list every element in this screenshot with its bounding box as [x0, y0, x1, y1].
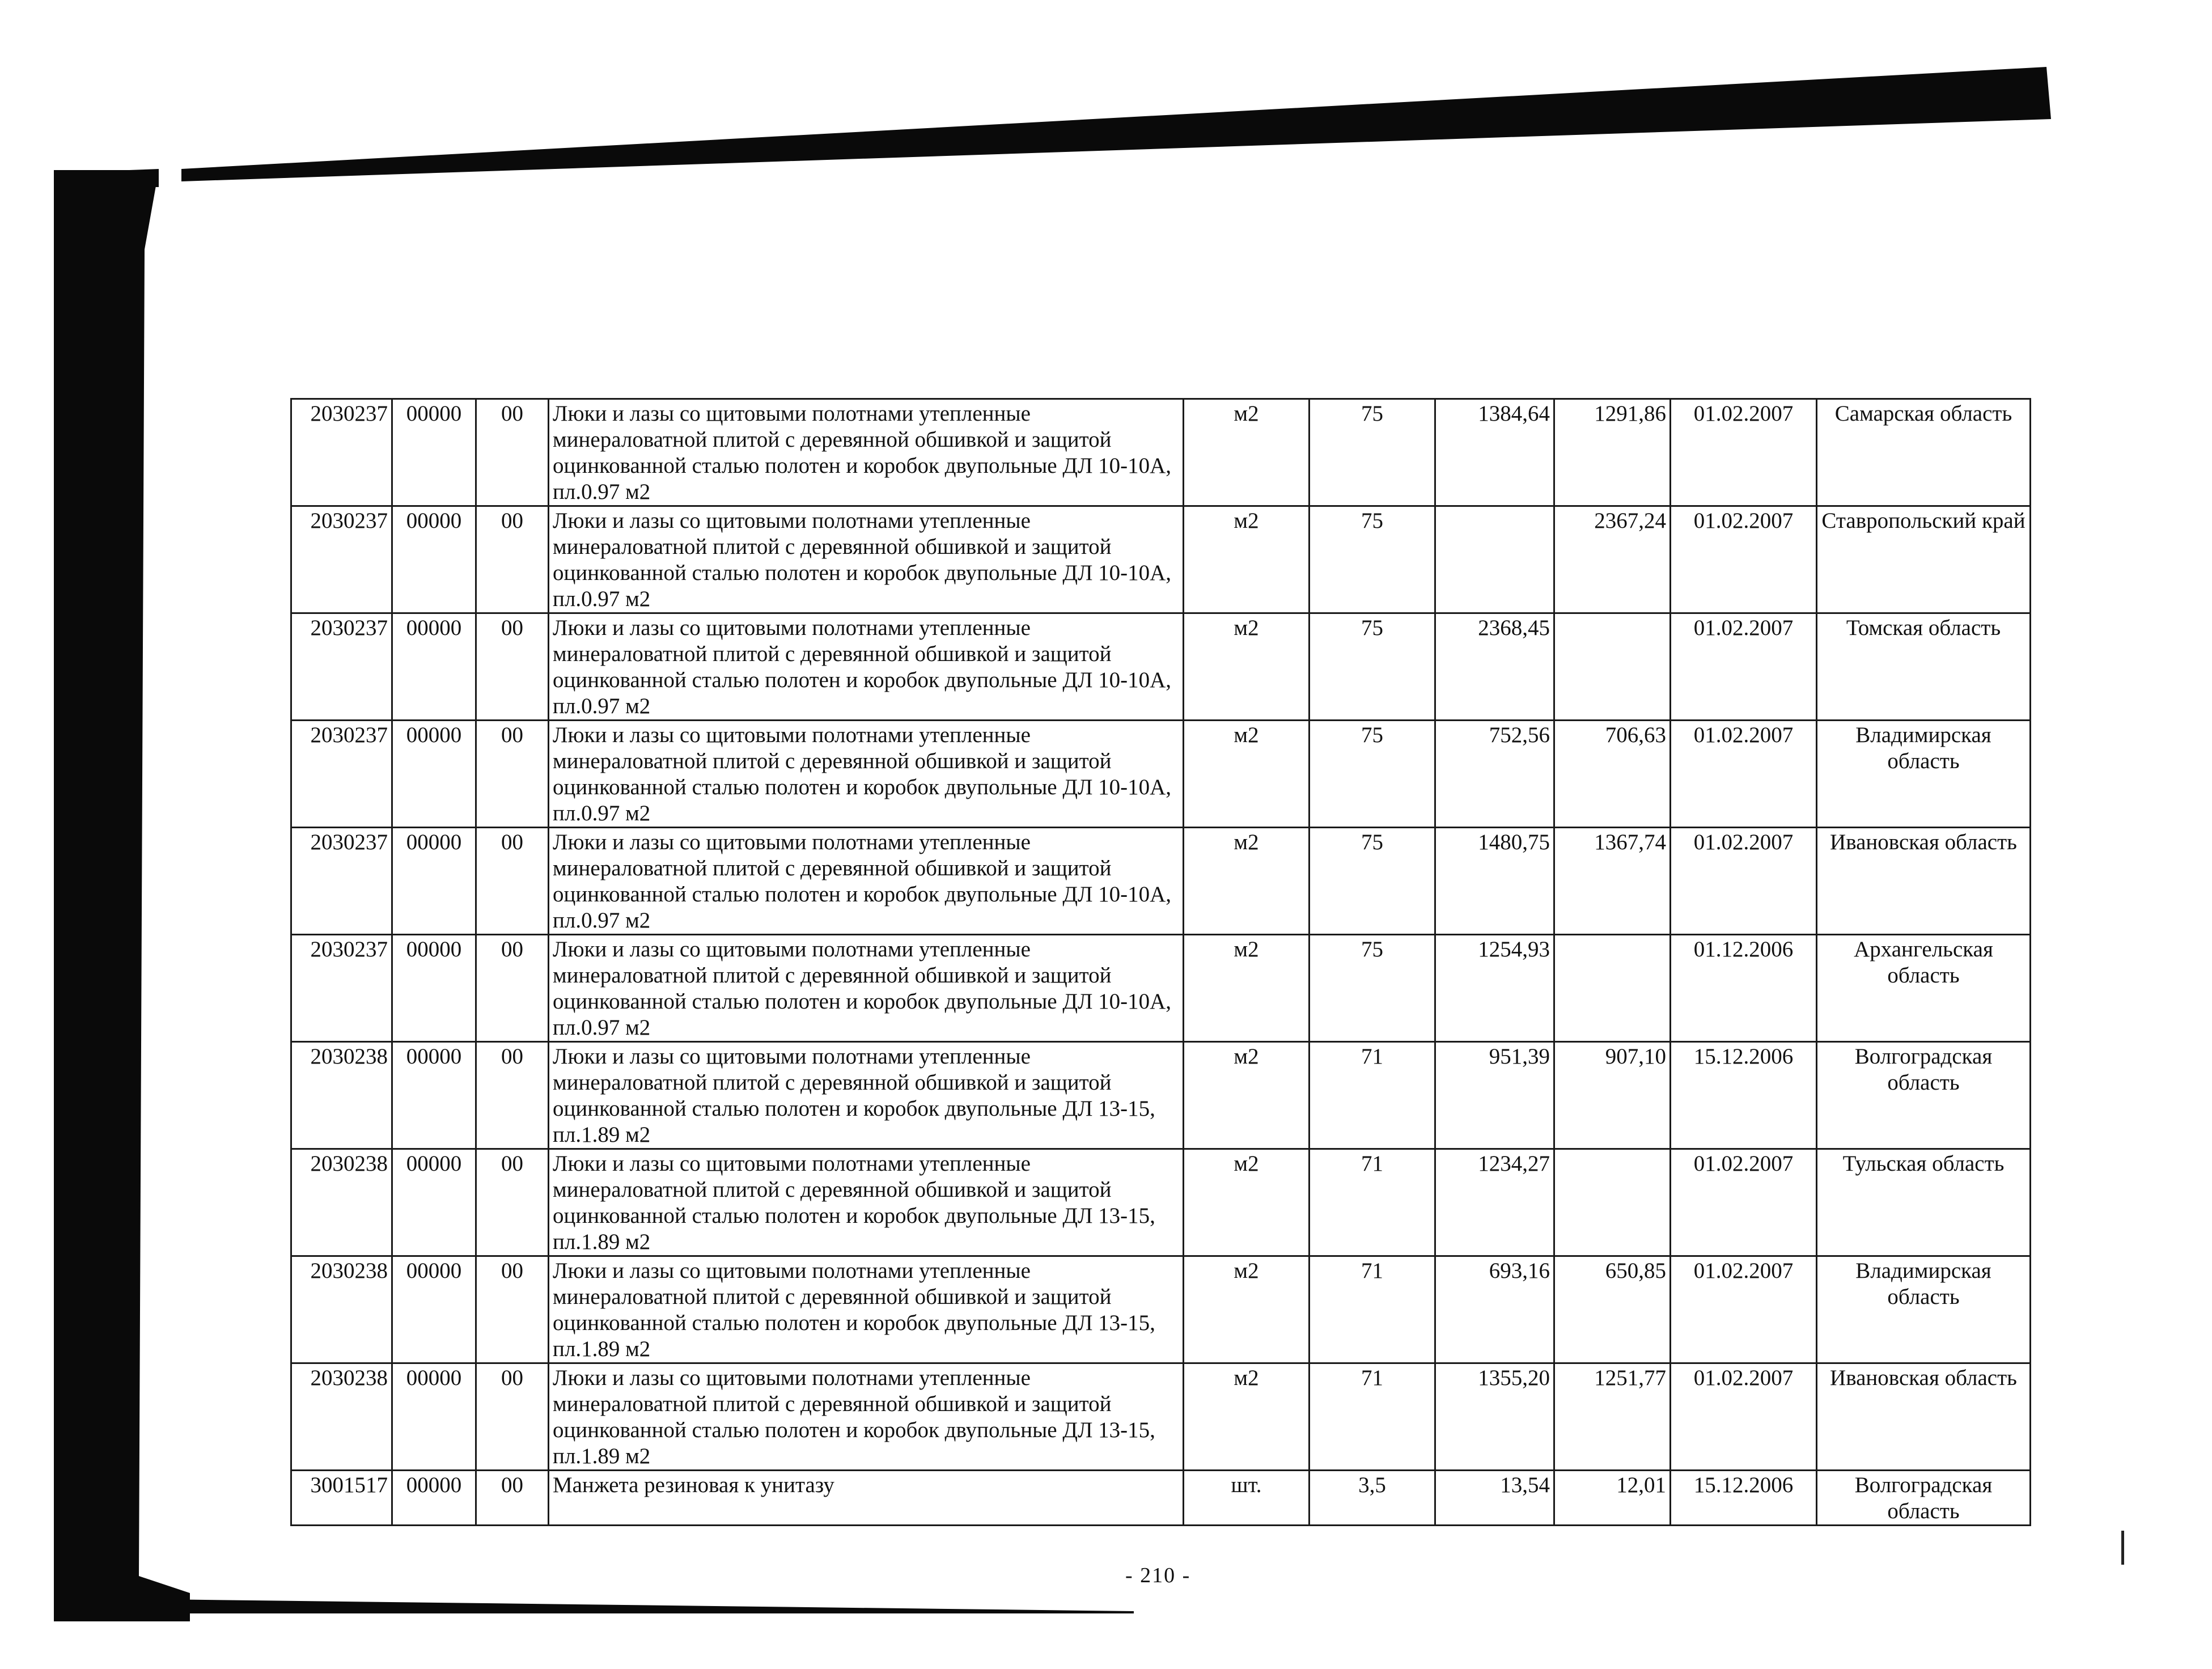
cell-norm: 75 [1310, 399, 1435, 506]
cell-norm: 71 [1310, 1042, 1435, 1149]
cell-subcode-2: 00 [476, 1471, 549, 1526]
cell-date: 01.02.2007 [1671, 828, 1817, 935]
cell-code: 2030237 [291, 506, 392, 613]
cell-date: 15.12.2006 [1671, 1042, 1817, 1149]
cell-subcode-2: 00 [476, 1363, 549, 1471]
cell-region: Архангельская область [1817, 935, 2031, 1042]
cell-price-2 [1554, 935, 1671, 1042]
table-row [291, 1256, 2031, 1363]
cell-date: 01.02.2007 [1671, 506, 1817, 613]
table-row [291, 613, 2031, 721]
cell-name: Люки и лазы со щитовыми полотнами утепленные минераловатной плитой с деревянной обшивкой и защитой оцинкованной сталью полотен и коробок двупольные ДЛ 10-10А, пл.0.97 м2 [549, 506, 1184, 613]
cell-subcode-1: 00000 [392, 828, 476, 935]
cell-name: Люки и лазы со щитовыми полотнами утепленные минераловатной плитой с деревянной обшивкой и защитой оцинкованной сталью полотен и коробок двупольные ДЛ 13-15, пл.1.89 м2 [549, 1042, 1184, 1149]
cell-name: Люки и лазы со щитовыми полотнами утепленные минераловатной плитой с деревянной обшивкой и защитой оцинкованной сталью полотен и коробок двупольные ДЛ 10-10А, пл.0.97 м2 [549, 721, 1184, 828]
cell-name: Люки и лазы со щитовыми полотнами утепленные минераловатной плитой с деревянной обшивкой и защитой оцинкованной сталью полотен и коробок двупольные ДЛ 10-10А, пл.0.97 м2 [549, 828, 1184, 935]
table-row [291, 399, 2031, 506]
cell-name: Люки и лазы со щитовыми полотнами утепленные минераловатной плитой с деревянной обшивкой и защитой оцинкованной сталью полотен и коробок двупольные ДЛ 10-10А, пл.0.97 м2 [549, 399, 1184, 506]
cell-subcode-1: 00000 [392, 1256, 476, 1363]
cell-unit: м2 [1184, 828, 1310, 935]
cell-region: Тульская область [1817, 1149, 2031, 1256]
cell-subcode-2: 00 [476, 399, 549, 506]
cell-code: 2030237 [291, 935, 392, 1042]
cell-price-2: 1291,86 [1554, 399, 1671, 506]
cell-price-1: 951,39 [1435, 1042, 1554, 1149]
cell-unit: м2 [1184, 506, 1310, 613]
scan-border-left [54, 170, 190, 1621]
cell-name: Люки и лазы со щитовыми полотнами утепленные минераловатной плитой с деревянной обшивкой и защитой оцинкованной сталью полотен и коробок двупольные ДЛ 10-10А, пл.0.97 м2 [549, 613, 1184, 721]
table-body [291, 399, 2031, 1526]
cell-norm: 75 [1310, 613, 1435, 721]
cell-subcode-1: 00000 [392, 1471, 476, 1526]
cell-price-1: 1234,27 [1435, 1149, 1554, 1256]
cell-price-2: 907,10 [1554, 1042, 1671, 1149]
cell-unit: м2 [1184, 613, 1310, 721]
table-row [291, 506, 2031, 613]
cell-subcode-1: 00000 [392, 613, 476, 721]
cell-price-1: 13,54 [1435, 1471, 1554, 1526]
cell-subcode-1: 00000 [392, 1042, 476, 1149]
cell-unit: м2 [1184, 1042, 1310, 1149]
cell-unit: шт. [1184, 1471, 1310, 1526]
cell-norm: 75 [1310, 828, 1435, 935]
cell-region: Владимирская область [1817, 1256, 2031, 1363]
table-row [291, 1363, 2031, 1471]
cell-price-2: 1251,77 [1554, 1363, 1671, 1471]
cell-subcode-1: 00000 [392, 935, 476, 1042]
cell-price-2: 706,63 [1554, 721, 1671, 828]
price-table [290, 398, 2031, 1526]
cell-name: Люки и лазы со щитовыми полотнами утепленные минераловатной плитой с деревянной обшивкой и защитой оцинкованной сталью полотен и коробок двупольные ДЛ 13-15, пл.1.89 м2 [549, 1363, 1184, 1471]
cell-date: 01.02.2007 [1671, 1256, 1817, 1363]
cell-subcode-2: 00 [476, 935, 549, 1042]
cell-norm: 71 [1310, 1363, 1435, 1471]
cell-norm: 75 [1310, 721, 1435, 828]
cell-price-2: 2367,24 [1554, 506, 1671, 613]
cell-subcode-2: 00 [476, 721, 549, 828]
scan-mark [2121, 1531, 2124, 1565]
table-row [291, 721, 2031, 828]
cell-code: 2030237 [291, 828, 392, 935]
cell-name: Манжета резиновая к унитазу [549, 1471, 1184, 1526]
cell-unit: м2 [1184, 1363, 1310, 1471]
page-number: - 210 - [1125, 1564, 1191, 1587]
cell-unit: м2 [1184, 721, 1310, 828]
cell-region: Томская область [1817, 613, 2031, 721]
cell-price-1: 752,56 [1435, 721, 1554, 828]
cell-region: Ивановская область [1817, 1363, 2031, 1471]
cell-price-1: 693,16 [1435, 1256, 1554, 1363]
cell-price-1 [1435, 506, 1554, 613]
cell-subcode-2: 00 [476, 828, 549, 935]
cell-unit: м2 [1184, 399, 1310, 506]
cell-norm: 75 [1310, 935, 1435, 1042]
cell-date: 01.02.2007 [1671, 1149, 1817, 1256]
cell-date: 01.02.2007 [1671, 613, 1817, 721]
cell-price-1: 1355,20 [1435, 1363, 1554, 1471]
cell-region: Ивановская область [1817, 828, 2031, 935]
cell-norm: 71 [1310, 1149, 1435, 1256]
cell-subcode-1: 00000 [392, 1363, 476, 1471]
table-row [291, 935, 2031, 1042]
cell-subcode-1: 00000 [392, 506, 476, 613]
cell-price-1: 2368,45 [1435, 613, 1554, 721]
scan-border-bottom [113, 1576, 1247, 1644]
cell-code: 2030238 [291, 1042, 392, 1149]
table-row [291, 1471, 2031, 1526]
cell-date: 01.02.2007 [1671, 1363, 1817, 1471]
cell-code: 2030238 [291, 1149, 392, 1256]
cell-unit: м2 [1184, 1149, 1310, 1256]
cell-code: 2030238 [291, 1363, 392, 1471]
cell-norm: 71 [1310, 1256, 1435, 1363]
cell-region: Волгоградская область [1817, 1471, 2031, 1526]
cell-subcode-1: 00000 [392, 399, 476, 506]
cell-code: 2030237 [291, 613, 392, 721]
cell-name: Люки и лазы со щитовыми полотнами утепленные минераловатной плитой с деревянной обшивкой и защитой оцинкованной сталью полотен и коробок двупольные ДЛ 13-15, пл.1.89 м2 [549, 1149, 1184, 1256]
cell-name: Люки и лазы со щитовыми полотнами утепленные минераловатной плитой с деревянной обшивкой и защитой оцинкованной сталью полотен и коробок двупольные ДЛ 13-15, пл.1.89 м2 [549, 1256, 1184, 1363]
cell-subcode-1: 00000 [392, 1149, 476, 1256]
cell-norm: 75 [1310, 506, 1435, 613]
cell-price-1: 1254,93 [1435, 935, 1554, 1042]
cell-subcode-2: 00 [476, 1256, 549, 1363]
cell-price-2: 650,85 [1554, 1256, 1671, 1363]
table-row [291, 828, 2031, 935]
cell-region: Владимирская область [1817, 721, 2031, 828]
cell-subcode-1: 00000 [392, 721, 476, 828]
cell-price-2: 1367,74 [1554, 828, 1671, 935]
table-row [291, 1042, 2031, 1149]
cell-price-2: 12,01 [1554, 1471, 1671, 1526]
cell-region: Волгоградская область [1817, 1042, 2031, 1149]
cell-date: 01.02.2007 [1671, 721, 1817, 828]
cell-subcode-2: 00 [476, 1149, 549, 1256]
cell-date: 01.02.2007 [1671, 399, 1817, 506]
cell-subcode-2: 00 [476, 613, 549, 721]
cell-code: 3001517 [291, 1471, 392, 1526]
cell-unit: м2 [1184, 935, 1310, 1042]
cell-name: Люки и лазы со щитовыми полотнами утепленные минераловатной плитой с деревянной обшивкой и защитой оцинкованной сталью полотен и коробок двупольные ДЛ 10-10А, пл.0.97 м2 [549, 935, 1184, 1042]
cell-code: 2030237 [291, 399, 392, 506]
cell-date: 01.12.2006 [1671, 935, 1817, 1042]
cell-subcode-2: 00 [476, 1042, 549, 1149]
cell-region: Самарская область [1817, 399, 2031, 506]
table-row [291, 1149, 2031, 1256]
cell-price-1: 1480,75 [1435, 828, 1554, 935]
cell-price-1: 1384,64 [1435, 399, 1554, 506]
cell-price-2 [1554, 613, 1671, 721]
scan-border-top [0, 0, 2212, 227]
cell-unit: м2 [1184, 1256, 1310, 1363]
cell-region: Ставропольский край [1817, 506, 2031, 613]
cell-code: 2030237 [291, 721, 392, 828]
cell-code: 2030238 [291, 1256, 392, 1363]
cell-date: 15.12.2006 [1671, 1471, 1817, 1526]
cell-norm: 3,5 [1310, 1471, 1435, 1526]
cell-price-2 [1554, 1149, 1671, 1256]
cell-subcode-2: 00 [476, 506, 549, 613]
